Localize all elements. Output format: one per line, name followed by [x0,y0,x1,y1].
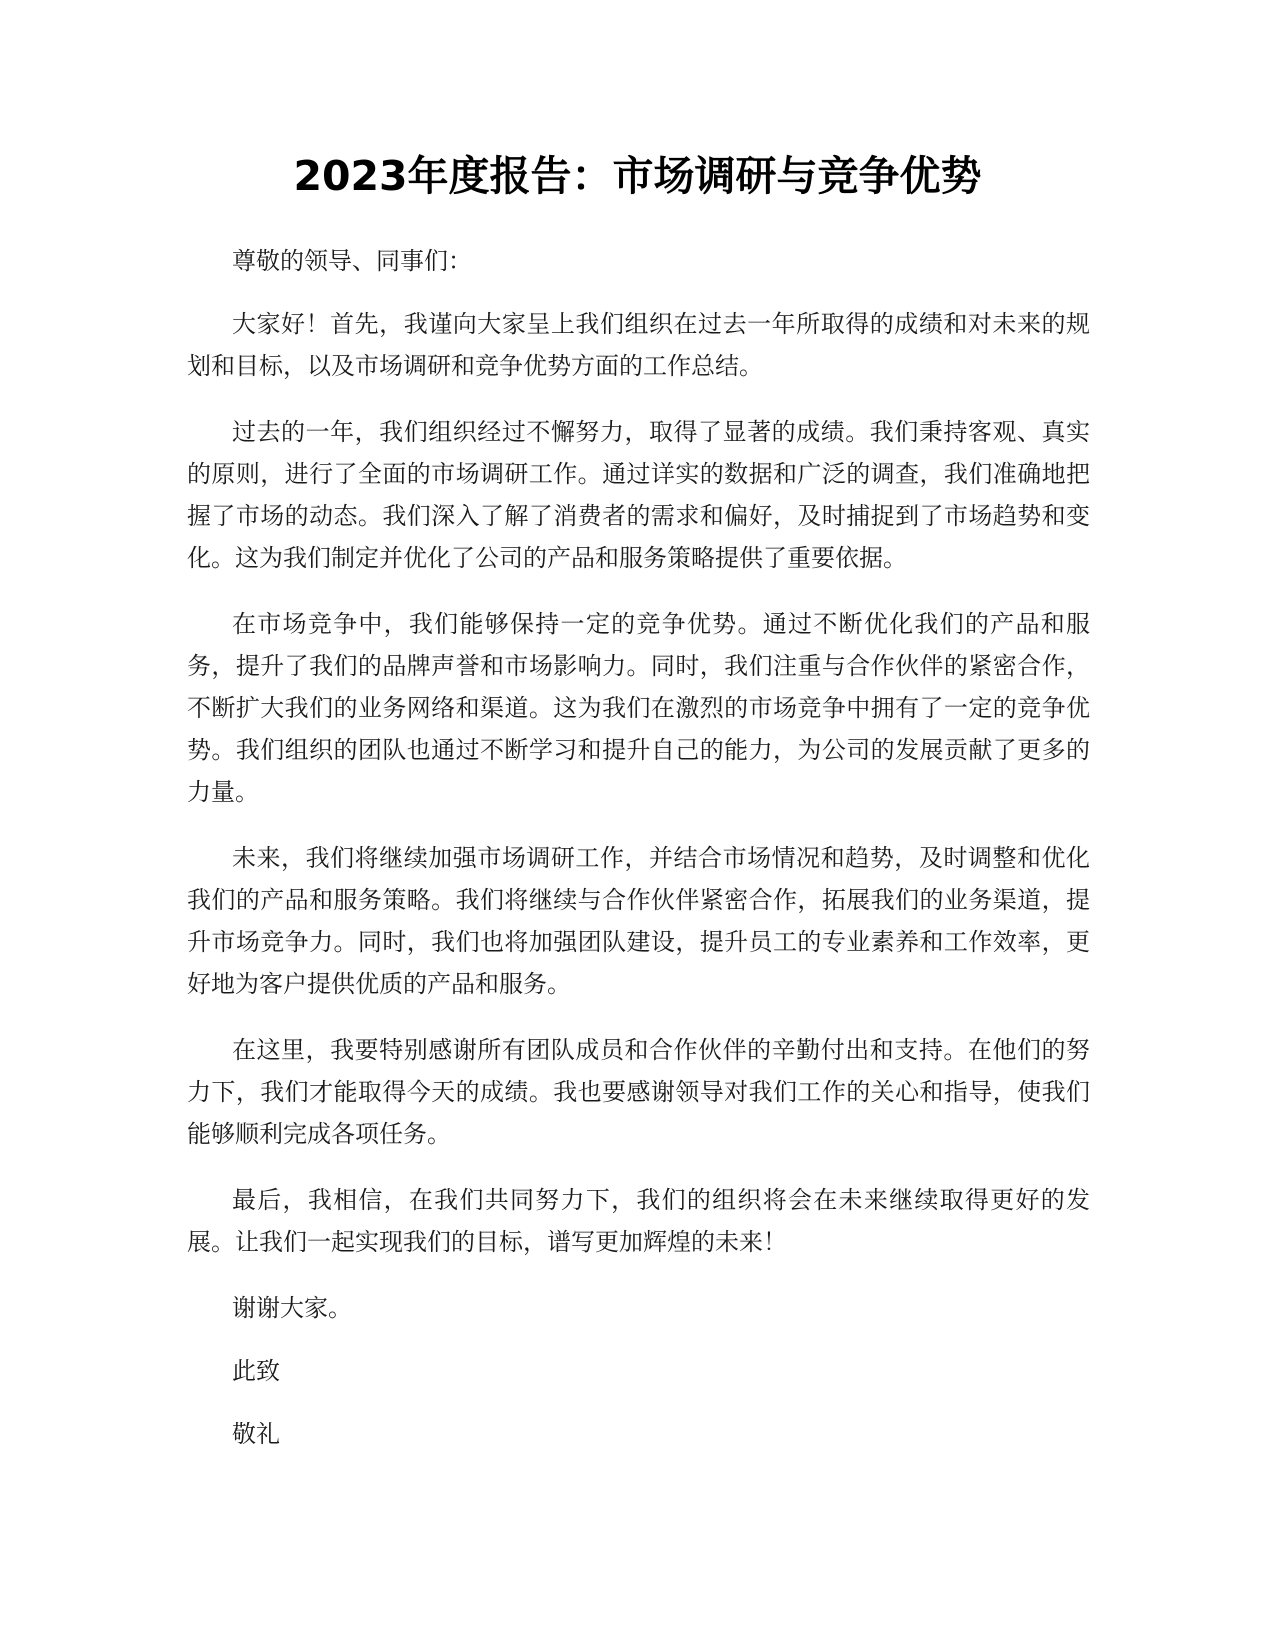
closing-line-1: 此致 [232,1357,280,1385]
paragraph-conclusion: 最后，我相信，在我们共同努力下，我们的组织将会在未来继续取得更好的发展。让我们一起实现我们的目标，谱写更加辉煌的未来！ [187,1186,1090,1256]
document-title: 2023年度报告：市场调研与竞争优势 [293,152,982,200]
paragraph-future: 未来，我们将继续加强市场调研工作，并结合市场情况和趋势，及时调整和优化我们的产品和服务策略。我们将继续与合作伙伴紧密合作，拓展我们的业务渠道，提升市场竞争力。同时，我们也将加强团队建设，提升员工的专业素养和工作效率，更好地为客户提供优质的产品和服务。 [187,844,1090,998]
paragraph-thanks-team: 在这里，我要特别感谢所有团队成员和合作伙伴的辛勤付出和支持。在他们的努力下，我们才能取得今天的成绩。我也要感谢领导对我们工作的关心和指导，使我们能够顺利完成各项任务。 [187,1036,1090,1148]
paragraph-competition: 在市场竞争中，我们能够保持一定的竞争优势。通过不断优化我们的产品和服务，提升了我们的品牌声誉和市场影响力。同时，我们注重与合作伙伴的紧密合作，不断扩大我们的业务网络和渠道。这为我们在激烈的市场竞争中拥有了一定的竞争优势。我们组织的团队也通过不断学习和提升自己的能力，为公司的发展贡献了更多的力量。 [187,610,1090,806]
thanks-line: 谢谢大家。 [232,1294,352,1322]
paragraph-intro: 大家好！首先，我谨向大家呈上我们组织在过去一年所取得的成绩和对未来的规划和目标，以及市场调研和竞争优势方面的工作总结。 [187,310,1090,380]
document-body [187,240,1090,1476]
closing-line-2: 敬礼 [232,1420,280,1448]
salutation: 尊敬的领导、同事们： [232,247,472,275]
paragraph-past-year: 过去的一年，我们组织经过不懈努力，取得了显著的成绩。我们秉持客观、真实的原则，进行了全面的市场调研工作。通过详实的数据和广泛的调查，我们准确地把握了市场的动态。我们深入了解了消费者的需求和偏好，及时捕捉到了市场趋势和变化。这为我们制定并优化了公司的产品和服务策略提供了重要依据。 [187,418,1090,572]
